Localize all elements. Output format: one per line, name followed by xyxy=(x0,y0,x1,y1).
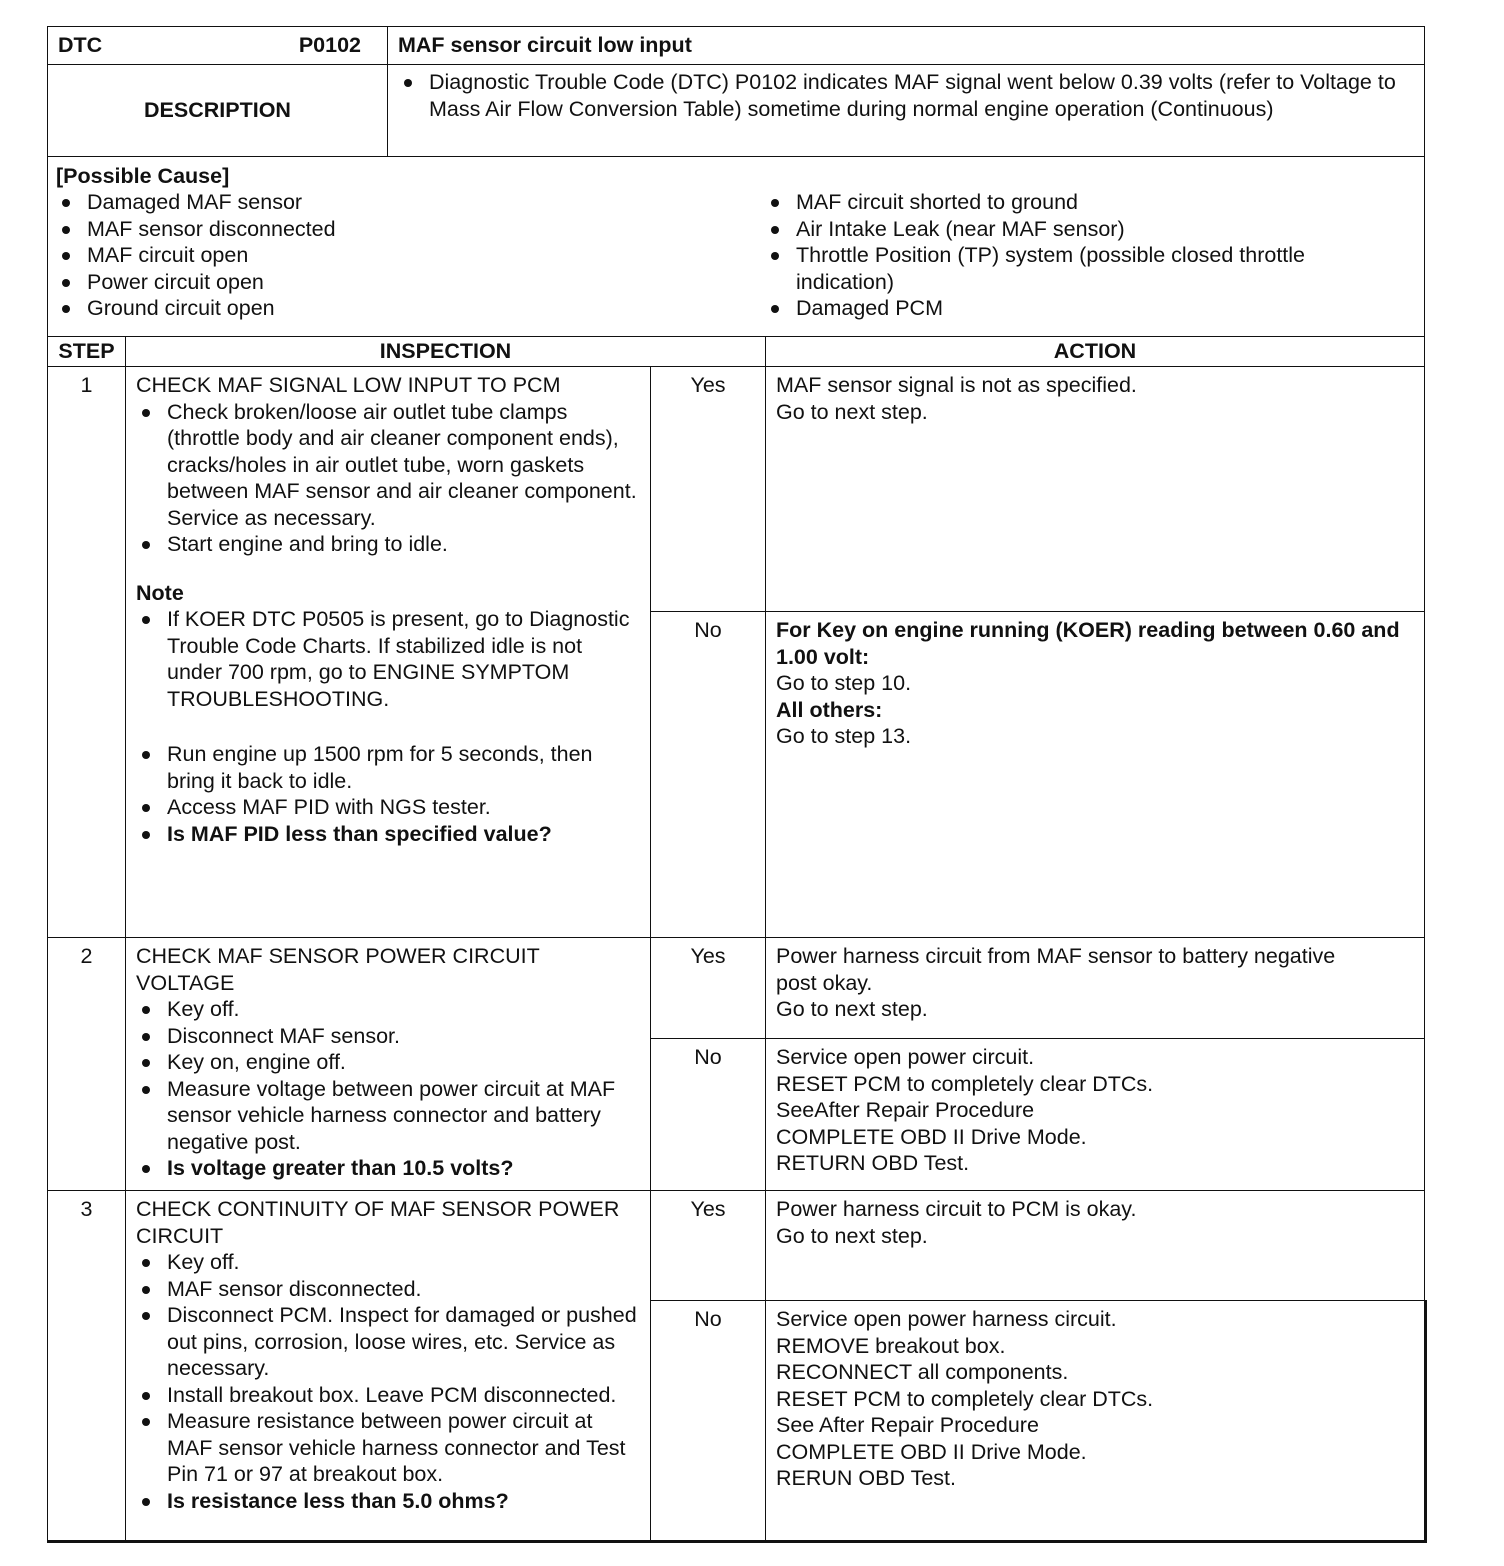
action-line: RERUN OBD Test. xyxy=(776,1466,956,1490)
action-line: Go to step 13. xyxy=(776,724,912,748)
inspection-item: Disconnect MAF sensor. xyxy=(136,1023,640,1050)
cause-item: MAF sensor disconnected xyxy=(56,216,716,243)
inspection-item: Start engine and bring to idle. xyxy=(136,531,640,558)
description-text: Diagnostic Trouble Code (DTC) P0102 indicates MAF signal went below 0.39 volts (refer to Voltage to Mass Air Flow Conversion Table) sometime during normal engine operation (Continuous) xyxy=(398,69,1404,122)
no-label: No xyxy=(650,1038,766,1191)
action-line: Go to step 10. xyxy=(776,671,912,695)
step-number: 3 xyxy=(47,1190,126,1543)
inspection-item: MAF sensor disconnected. xyxy=(136,1276,640,1303)
step-1-no-action xyxy=(765,611,1425,938)
possible-cause-section xyxy=(47,156,1425,337)
cause-item: MAF circuit shorted to ground xyxy=(765,189,1385,216)
cause-item: Throttle Position (TP) system (possible closed throttle indication) xyxy=(765,242,1385,295)
action-line: Go to next step. xyxy=(776,997,928,1021)
inspection-item: Key on, engine off. xyxy=(136,1049,640,1076)
step-2-yes-action xyxy=(765,937,1425,1039)
inspection-item: Install breakout box. Leave PCM disconnected. xyxy=(136,1382,640,1409)
dtc-label: DTC xyxy=(58,33,103,57)
yes-label: Yes xyxy=(650,366,766,612)
cause-item: Damaged MAF sensor xyxy=(56,189,716,216)
action-line: For Key on engine running (KOER) reading between 0.60 and 1.00 volt: xyxy=(776,618,1400,669)
inspection-question: Is voltage greater than 10.5 volts? xyxy=(136,1155,640,1182)
column-header-inspection: INSPECTION xyxy=(125,336,766,367)
no-label: No xyxy=(650,611,766,938)
dtc-title: MAF sensor circuit low input xyxy=(387,26,1425,65)
dtc-cell xyxy=(47,26,388,65)
action-line: MAF sensor signal is not as specified. xyxy=(776,373,1137,397)
inspection-item: Run engine up 1500 rpm for 5 seconds, then bring it back to idle. xyxy=(136,741,640,794)
action-line: Power harness circuit from MAF sensor to battery negative post okay. xyxy=(776,944,1336,995)
step-3-inspection xyxy=(125,1190,651,1543)
action-line: RETURN OBD Test. xyxy=(776,1151,970,1175)
step-title: CHECK CONTINUITY OF MAF SENSOR POWER CIRCUIT xyxy=(136,1197,620,1248)
inspection-item: Access MAF PID with NGS tester. xyxy=(136,794,640,821)
action-line: RESET PCM to completely clear DTCs. xyxy=(776,1386,1154,1411)
inspection-item: Disconnect PCM. Inspect for damaged or pushed out pins, corrosion, loose wires, etc. Service as necessary. xyxy=(136,1302,640,1382)
no-label: No xyxy=(650,1300,766,1543)
action-line: Go to next step. xyxy=(776,399,928,424)
possible-cause-heading: [Possible Cause] xyxy=(56,164,230,188)
step-1-inspection xyxy=(125,366,651,938)
action-line: Power harness circuit to PCM is okay. xyxy=(776,1197,1137,1221)
possible-cause-list-right xyxy=(765,189,1385,322)
inspection-item: Key off. xyxy=(136,996,640,1023)
column-header-action: ACTION xyxy=(765,336,1425,367)
action-line: All others: xyxy=(776,697,883,722)
cause-item: Air Intake Leak (near MAF sensor) xyxy=(765,216,1385,243)
cause-item: Damaged PCM xyxy=(765,295,1385,322)
step-number: 1 xyxy=(47,366,126,938)
note-heading: Note xyxy=(136,580,184,605)
action-line: SeeAfter Repair Procedure xyxy=(776,1098,1035,1122)
cause-item: MAF circuit open xyxy=(56,242,716,269)
step-2-inspection xyxy=(125,937,651,1191)
description-cell xyxy=(387,64,1425,157)
dtc-code: P0102 xyxy=(298,33,361,57)
action-line: REMOVE breakout box. xyxy=(776,1333,1006,1358)
column-header-step: STEP xyxy=(47,336,126,367)
yes-label: Yes xyxy=(650,937,766,1039)
cause-item: Ground circuit open xyxy=(56,295,716,322)
step-title: CHECK MAF SIGNAL LOW INPUT TO PCM xyxy=(136,373,561,397)
inspection-item: Measure voltage between power circuit at MAF sensor vehicle harness connector and battery negative post. xyxy=(136,1076,640,1156)
description-label: DESCRIPTION xyxy=(47,64,388,157)
action-line: RESET PCM to completely clear DTCs. xyxy=(776,1071,1154,1096)
step-1-yes-action xyxy=(765,366,1425,612)
action-line: COMPLETE OBD II Drive Mode. xyxy=(776,1124,1087,1149)
possible-cause-list-left xyxy=(56,189,716,322)
action-line: Service open power harness circuit. xyxy=(776,1307,1117,1331)
step-title: CHECK MAF SENSOR POWER CIRCUIT VOLTAGE xyxy=(136,944,540,995)
action-line: Service open power circuit. xyxy=(776,1045,1035,1069)
step-3-no-action xyxy=(765,1300,1427,1543)
inspection-question: Is resistance less than 5.0 ohms? xyxy=(136,1488,640,1515)
step-number: 2 xyxy=(47,937,126,1191)
inspection-item: Check broken/loose air outlet tube clamps (throttle body and air cleaner component ends), cracks/holes in air outlet tube, worn gaskets between MAF sensor and air cleaner component. Service as necessary. xyxy=(136,399,640,532)
action-line: RECONNECT all components. xyxy=(776,1360,1069,1384)
step-2-no-action xyxy=(765,1038,1425,1191)
inspection-item: Key off. xyxy=(136,1249,640,1276)
cause-item: Power circuit open xyxy=(56,269,716,296)
action-line: See After Repair Procedure xyxy=(776,1413,1039,1437)
note-item: If KOER DTC P0505 is present, go to Diagnostic Trouble Code Charts. If stabilized idle is not under 700 rpm, go to ENGINE SYMPTOM TROUBLESHOOTING. xyxy=(136,606,640,712)
action-line: Go to next step. xyxy=(776,1223,928,1248)
inspection-item: Measure resistance between power circuit at MAF sensor vehicle harness connector and Test Pin 71 or 97 at breakout box. xyxy=(136,1408,640,1488)
step-3-yes-action xyxy=(765,1190,1425,1301)
yes-label: Yes xyxy=(650,1190,766,1301)
inspection-question: Is MAF PID less than specified value? xyxy=(136,821,640,848)
action-line: COMPLETE OBD II Drive Mode. xyxy=(776,1439,1087,1464)
